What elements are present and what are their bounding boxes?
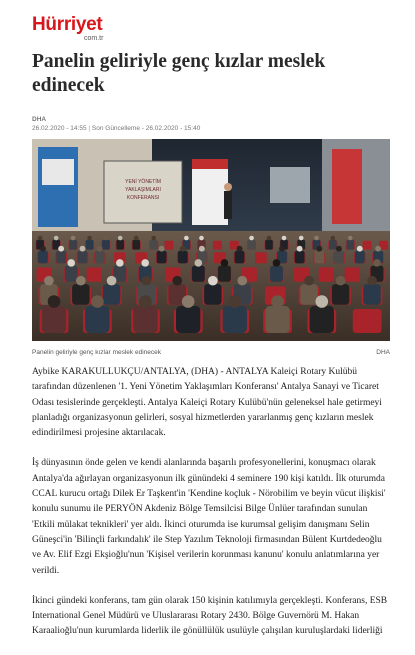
meta-separator: - xyxy=(141,125,146,132)
attendee-head xyxy=(336,276,346,286)
attendee-body xyxy=(270,266,283,282)
attendee-head xyxy=(142,276,152,286)
attendee-body xyxy=(265,306,289,333)
attendee-head xyxy=(208,276,218,286)
screen-line: KONFERANSI xyxy=(126,195,160,201)
attendee-head xyxy=(273,259,281,267)
attendee-head xyxy=(375,246,381,252)
attendee-body xyxy=(314,251,324,264)
chair xyxy=(255,252,267,263)
attendee-head xyxy=(367,276,377,286)
attendee-head xyxy=(180,246,186,252)
attendee-body xyxy=(295,251,305,264)
attendee-head xyxy=(336,246,342,252)
attendee-head xyxy=(67,259,75,267)
attendee-body xyxy=(85,306,109,333)
attendee-head xyxy=(182,295,195,308)
attendee-body xyxy=(150,240,158,250)
attendee-head xyxy=(38,236,43,241)
updated-date: 26.02.2020 - 15:40 xyxy=(145,125,201,132)
hurriyet-logo[interactable] xyxy=(32,14,122,42)
attendee-head xyxy=(48,295,61,308)
chair xyxy=(353,309,382,333)
podium-banner-stripe xyxy=(192,159,228,169)
attendee-head xyxy=(91,295,104,308)
attendee-body xyxy=(132,240,140,250)
attendee-body xyxy=(218,266,231,282)
attendee-head xyxy=(104,236,109,241)
attendee-head xyxy=(267,236,272,241)
attendee-body xyxy=(95,251,105,264)
attendee-body xyxy=(334,251,344,264)
attendee-head xyxy=(118,236,123,241)
photo-credit: DHA xyxy=(376,349,390,356)
attendee-head xyxy=(249,236,254,241)
chair xyxy=(319,267,334,281)
chair xyxy=(345,267,360,281)
attendee-body xyxy=(300,284,317,305)
attendee-head xyxy=(199,246,205,252)
attendee-head xyxy=(116,259,124,267)
screen-line: YAKLAŞIMLARI xyxy=(125,187,161,193)
article-paragraph: Aybike KARAKULLUKÇU/ANTALYA, (DHA) - ANTALYA Kaleiçi Rotary Kulübü tarafından düzenlenen '1. Yeni Yönetim Yaklaşımları Konferansı' Antalya Sanayi ve Ticaret Odası tesislerinde gerçekleşti. Antalya Kaleiçi Rotary Kulübü'nün geleneksel hale getirmeyi planladığı organizasyonun gelirleri, sosyal hizmetlerden yararlanmış genç kızların meslek edindirilmesi projesine aktarılacak. xyxy=(32,367,382,439)
attendee-head xyxy=(299,236,304,241)
article-source: DHA xyxy=(32,116,47,123)
attendee-body xyxy=(86,240,94,250)
chair xyxy=(164,241,173,250)
attendee-head xyxy=(237,276,247,286)
attendee-head xyxy=(228,295,241,308)
attendee-head xyxy=(282,236,287,241)
attendee-head xyxy=(314,236,319,241)
article-meta xyxy=(32,115,200,133)
attendee-head xyxy=(151,236,156,241)
published-date: 26.02.2020 - 14:55 xyxy=(32,125,87,132)
logo-domain: com.tr xyxy=(84,35,104,42)
attendee-head xyxy=(97,246,103,252)
article-paragraph: İş dünyasının önde gelen ve kendi alanlarında başarılı profesyonellerini, konuşmacı olarak Antalya'da ağırlayan organizasyonun ilk günündeki 4 seminere 190 kişi katıldı. İlk oturumda CCAL kurucu ortağı Dilek Er Taşkent'in 'Kendine koçluk - Nörobilim ve beyin vücut ilişkisi' konulu sunumu ile PERYÖN Akdeniz Bölge Temsilcisi Bilge Ünlüer tarafından sunulan 'Etkili mülakat teknikleri' yer aldı. İkinci oturumda ise kurumsal gelişim danışmanı Selin Güneşci'in 'Bilinçli farkındalık' ile Step Yazılım Teknoloji firmasından Bülent Kurtdedeoğlu ve Av. Elif Ezgi Ekşioğlu'nun 'Kişisel verilerin korunması kanunu' konulu anlatımlarına yer verildi. xyxy=(32,458,386,576)
attendee-body xyxy=(103,284,120,305)
attendee-body xyxy=(332,284,349,305)
meta-separator: | xyxy=(88,125,92,132)
attendee-head xyxy=(195,259,203,267)
attendee-head xyxy=(184,236,189,241)
attendee-body xyxy=(223,306,247,333)
attendee-head xyxy=(172,276,182,286)
chair xyxy=(87,267,102,281)
attendee-body xyxy=(329,240,337,250)
attendee-body xyxy=(363,284,380,305)
attendee-head xyxy=(221,259,229,267)
attendee-head xyxy=(141,259,149,267)
attendee-head xyxy=(44,276,54,286)
article-photo xyxy=(32,139,390,341)
right-banner xyxy=(332,149,362,224)
attendee-head xyxy=(134,236,139,241)
attendee-head xyxy=(58,246,64,252)
attendee-head xyxy=(80,246,86,252)
chair xyxy=(363,241,372,250)
attendee-head xyxy=(331,236,336,241)
banner-left-inner xyxy=(42,159,74,185)
attendee-body xyxy=(355,251,365,264)
attendee-head xyxy=(279,246,285,252)
speaker xyxy=(224,191,232,219)
photo-caption xyxy=(32,348,390,357)
attendee-head xyxy=(348,236,353,241)
attendee-body xyxy=(102,240,110,250)
attendee-head xyxy=(199,236,204,241)
caption-text: Panelin geliriyle genç kızlar meslek edinecek xyxy=(32,349,161,356)
attendee-body xyxy=(178,251,188,264)
article-title: Panelin geliriyle genç kızlar meslek edinecek xyxy=(32,51,326,96)
attendee-head xyxy=(271,295,284,308)
attendee-head xyxy=(76,276,86,286)
attendee-head xyxy=(54,236,59,241)
attendee-head xyxy=(297,246,303,252)
screen-line: YENİ YÖNETİM xyxy=(125,179,161,185)
attendee-body xyxy=(56,251,66,264)
attendee-body xyxy=(65,266,78,282)
article-paragraph: İkinci gündeki konferans, tam gün olarak 150 kişinin katılımıyla gerçekleşti. Konferans, ESB International Genel Müdürü ve Uluslararası Rotary 2430. Bölge Guvernörü M. Hakan Karaalioğlu'nun kurumlarda liderlik ile gönüllülük usulüyle çalışılan kuruluşlardaki liderliği xyxy=(32,595,388,637)
attendee-body xyxy=(42,306,66,333)
speaker-head xyxy=(224,183,232,191)
attendee-body xyxy=(204,284,221,305)
attendee-head xyxy=(139,295,152,308)
attendee-head xyxy=(373,259,381,267)
attendee-head xyxy=(107,276,117,286)
attendee-body xyxy=(235,251,245,264)
attendee-body xyxy=(310,306,334,333)
attendee-head xyxy=(237,246,243,252)
attendee-head xyxy=(316,246,322,252)
attendee-head xyxy=(87,236,92,241)
attendee-body xyxy=(248,240,256,250)
attendee-head xyxy=(304,276,314,286)
attendee-body xyxy=(69,240,77,250)
article-body xyxy=(32,365,390,655)
updated-label: Son Güncelleme xyxy=(91,125,140,132)
attendee-body xyxy=(38,251,48,264)
chair xyxy=(213,241,222,250)
attendee-body xyxy=(72,284,89,305)
attendee-body xyxy=(157,251,167,264)
attendee-head xyxy=(159,246,165,252)
attendee-body xyxy=(176,306,200,333)
attendee-body xyxy=(116,240,124,250)
attendee-body xyxy=(192,266,205,282)
attendee-body xyxy=(133,306,157,333)
logo-text: Hürriyet xyxy=(32,14,103,35)
attendee-head xyxy=(357,246,363,252)
attendee-head xyxy=(315,295,328,308)
side-screen xyxy=(270,167,310,203)
attendee-body xyxy=(346,240,354,250)
attendee-head xyxy=(71,236,76,241)
attendee-head xyxy=(40,246,46,252)
attendee-body xyxy=(78,251,88,264)
attendee-body xyxy=(265,240,273,250)
